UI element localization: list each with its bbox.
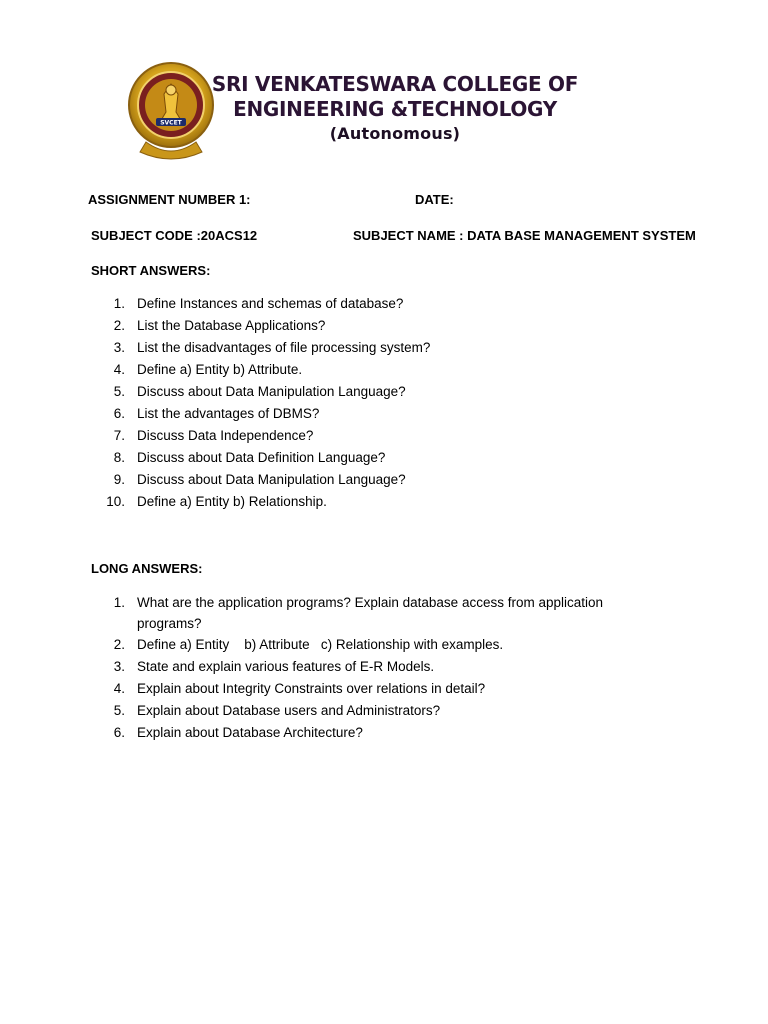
question-item [91,634,651,656]
question-item [91,469,651,491]
question-text: List the advantages of DBMS? [137,406,320,421]
short-answers-heading: SHORT ANSWERS: [91,263,211,278]
svg-text:SVCET: SVCET [160,119,182,127]
question-text: Explain about Database users and Administrators? [137,703,441,718]
question-item [91,359,651,381]
question-text: What are the application programs? Explain database access from application programs? [137,595,607,631]
question-number: 4. [113,681,125,696]
question-number: 3. [113,340,125,355]
college-title-line1: SRI VENKATESWARA COLLEGE OF [211,72,579,96]
question-text: Define a) Entity b) Attribute. [137,362,303,377]
assignment-number-label: ASSIGNMENT NUMBER 1: [88,192,251,207]
question-number: 5. [113,703,125,718]
question-item [91,293,651,315]
question-number: 6. [113,725,125,740]
college-title [200,72,590,146]
question-text: Define a) Entity b) Relationship. [137,494,327,509]
question-text: Discuss about Data Manipulation Language? [137,384,406,399]
question-text: List the Database Applications? [137,318,326,333]
question-number: 9. [113,472,125,487]
question-text: Discuss about Data Definition Language? [137,450,386,465]
question-number: 3. [113,659,125,674]
question-item [91,491,651,513]
question-text: Define Instances and schemas of database? [137,296,404,311]
question-text: Define a) Entity b) Attribute c) Relationship with examples. [137,637,504,652]
question-text: Explain about Database Architecture? [137,725,363,740]
question-number: 4. [113,362,125,377]
question-number: 5. [113,384,125,399]
question-item [91,425,651,447]
question-number: 7. [113,428,125,443]
question-item [91,447,651,469]
question-item [91,381,651,403]
question-item [91,722,651,744]
question-item [91,315,651,337]
question-item [91,337,651,359]
question-number: 1. [113,595,125,610]
question-text: Discuss Data Independence? [137,428,314,443]
question-number: 10. [106,494,125,509]
autonomous-label: (Autonomous) [329,124,461,143]
question-item [91,700,651,722]
question-text: State and explain various features of E-R Models. [137,659,435,674]
question-number: 8. [113,450,125,465]
question-item [91,656,651,678]
question-text: List the disadvantages of file processing system? [137,340,431,355]
question-item [91,592,617,634]
long-answers-list [91,592,651,744]
question-number: 1. [113,296,125,311]
subject-code-label: SUBJECT CODE :20ACS12 [91,228,258,243]
question-text: Explain about Integrity Constraints over relations in detail? [137,681,486,696]
college-title-line2: ENGINEERING &TECHNOLOGY [233,97,557,121]
long-answers-heading: LONG ANSWERS: [91,561,203,576]
date-label: DATE: [415,192,454,207]
short-answers-list [91,293,651,513]
subject-name-label: SUBJECT NAME : DATA BASE MANAGEMENT SYSTEM [353,228,696,243]
question-number: 6. [113,406,125,421]
question-number: 2. [113,318,125,333]
question-text: Discuss about Data Manipulation Language? [137,472,406,487]
question-item [91,678,651,700]
question-item [91,403,651,425]
question-number: 2. [113,637,125,652]
